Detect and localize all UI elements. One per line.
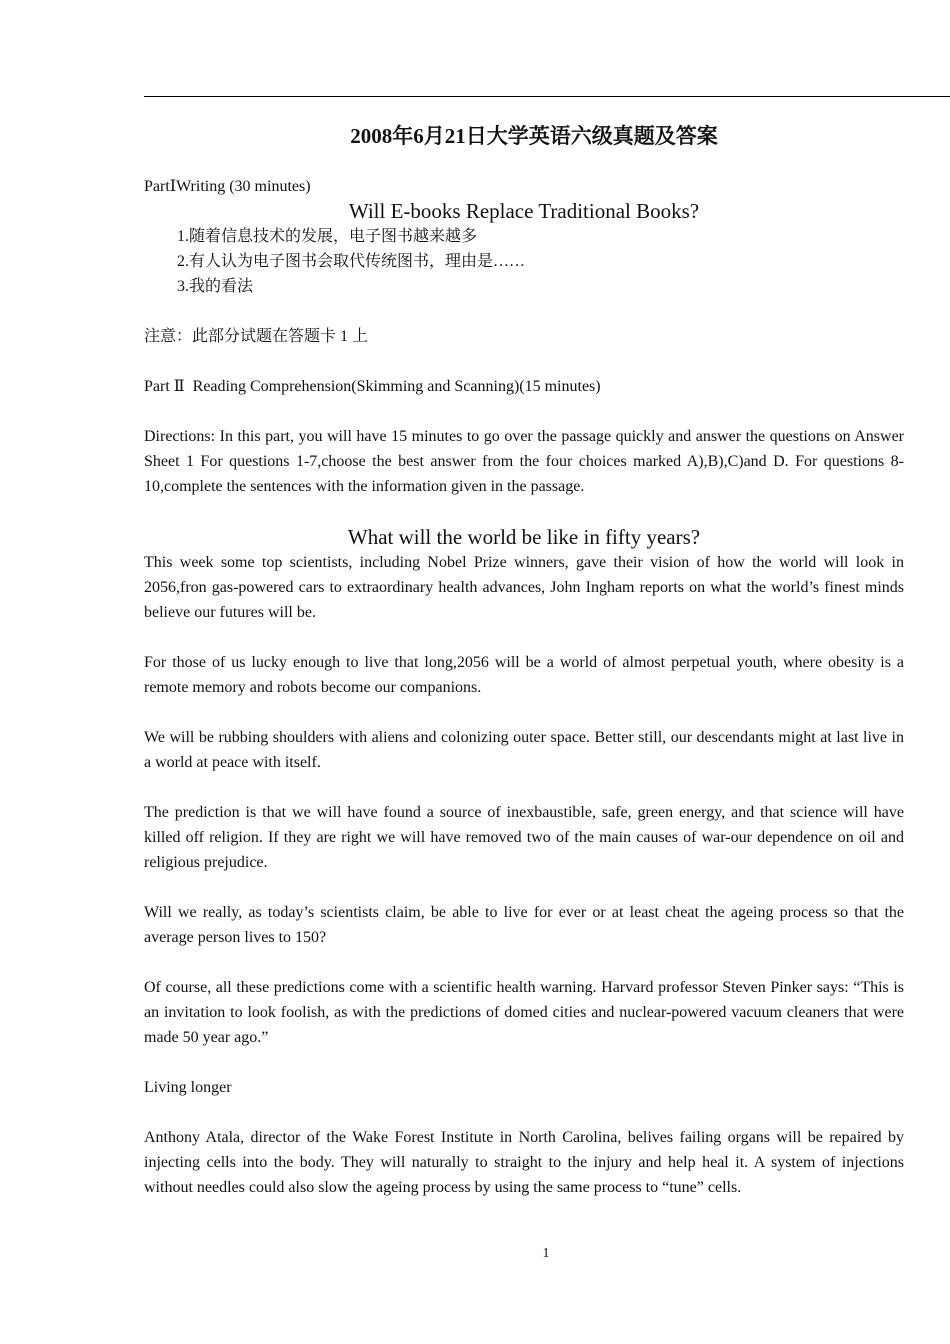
essay-title: Will E-books Replace Traditional Books?: [348, 199, 700, 223]
header-rule: [144, 96, 950, 97]
writing-note: 注意：此部分试题在答题卡 1 上: [144, 328, 369, 345]
passage-paragraph: This week some top scientists, including Nobel Prize winners, gave their vision of how the world will look in 2056,fron gas-powered cars to extraordinary health advances, John Ingham reports on what the world’s finest minds believe our futures will be.: [144, 554, 904, 621]
passage-paragraph: Anthony Atala, director of the Wake Forest Institute in North Carolina, belives failing organs will be repaired by injecting cells into the body. They will naturally to straight to the injury and help heal it. A system of injections without needles could also slow the ageing process by using the same process to “tune” cells.: [144, 1129, 904, 1196]
outline-item: 2.有人认为电子图书会取代传统图书，理由是……: [177, 253, 526, 270]
passage-paragraph: We will be rubbing shoulders with aliens and colonizing outer space. Better still, our descendants might at last live in a world at peace with itself.: [144, 729, 904, 771]
section-heading-living-longer: Living longer: [144, 1079, 232, 1096]
reading-directions: Directions: In this part, you will have 15 minutes to go over the passage quickly and answer the questions on Answer Sheet 1 For questions 1-7,choose the best answer from the four choices marked A),B),C)and D. For questions 8-10,complete the sentences with the information given in the passage.: [144, 428, 904, 495]
page-number: 1: [542, 1246, 550, 1261]
document-title: 2008年6月21日大学英语六级真题及答案: [350, 124, 718, 148]
passage-title: What will the world be like in fifty years?: [347, 525, 701, 549]
writing-part-label: PartⅠWriting (30 minutes): [144, 178, 311, 195]
passage-paragraph: The prediction is that we will have found a source of inexbaustible, safe, green energy, and that science will have killed off religion. If they are right we will have removed two of the main causes of war-our dependence on oil and religious prejudice.: [144, 804, 904, 871]
passage-paragraph: For those of us lucky enough to live that long,2056 will be a world of almost perpetual youth, where obesity is a remote memory and robots become our companions.: [144, 654, 904, 696]
document-body: [144, 174, 904, 1200]
reading-part-label: Part Ⅱ Reading Comprehension(Skimming and Scanning)(15 minutes): [144, 378, 601, 395]
passage-paragraph: Will we really, as today’s scientists claim, be able to live for ever or at least cheat the ageing process so that the average person lives to 150?: [144, 904, 904, 946]
outline-item: 3.我的看法: [177, 278, 254, 295]
outline-item: 1.随着信息技术的发展，电子图书越来越多: [177, 228, 478, 245]
passage-paragraph: Of course, all these predictions come with a scientific health warning. Harvard professor Steven Pinker says: “This is an invitation to look foolish, as with the predictions of domed cities and nuclear-powered vacuum cleaners that were made 50 year ago.”: [144, 979, 904, 1046]
